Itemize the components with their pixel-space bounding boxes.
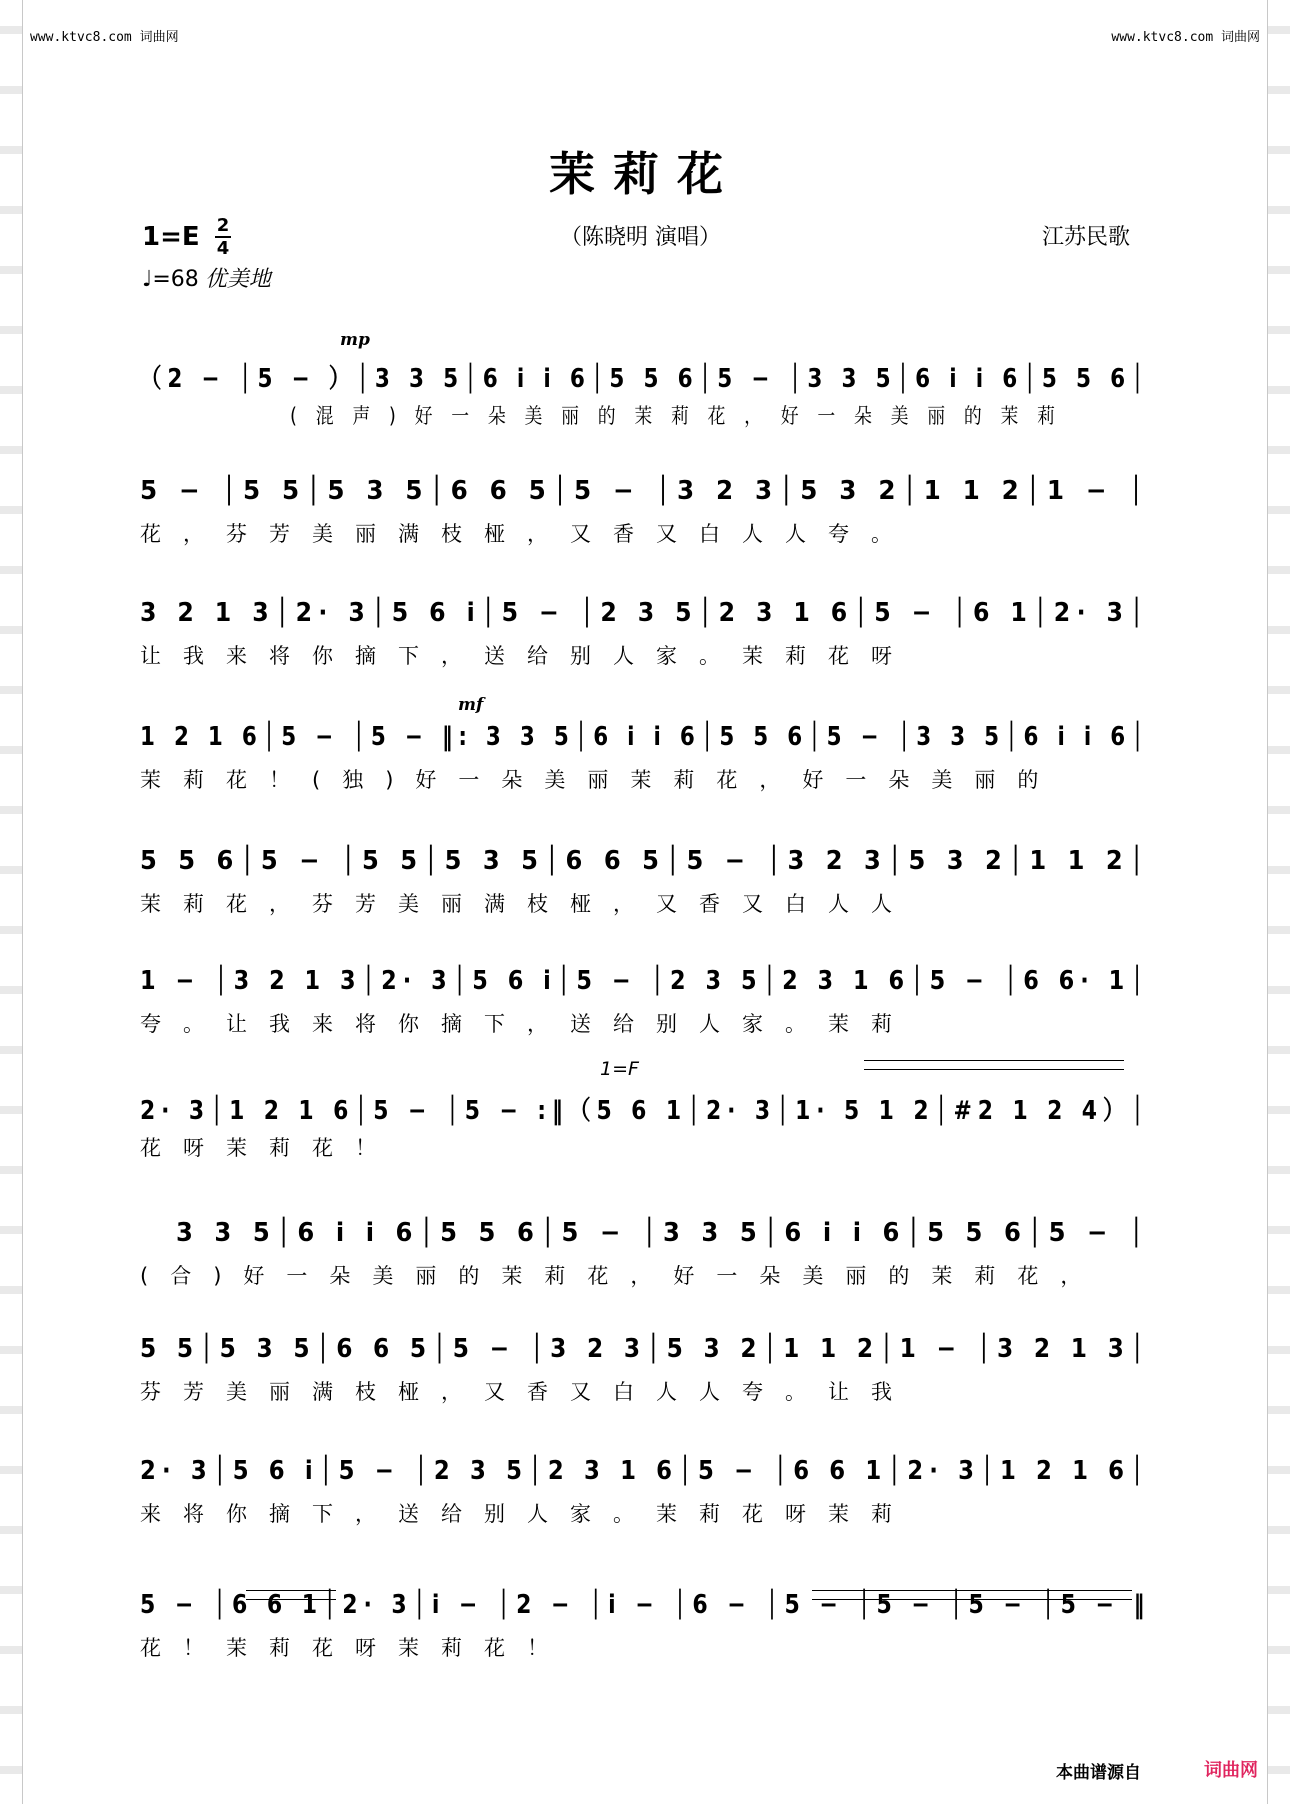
time-signature-numerator: 2 (216, 215, 230, 236)
song-origin: 江苏民歌 (1042, 225, 1131, 250)
notation-line: 3 2 1 3│2· 3│5 6 i│5 − │2 3 5│2 3 1 6│5 − │6 1│2· 3│ (140, 598, 1150, 628)
lyric-line: 花，芬芳美丽满枝桠，又香又白人人夸。 (140, 522, 914, 546)
notation-line: 2· 3│1 2 1 6│5 − │5 − :‖（5 6 1│2· 3│1· 5 1 2│#2 1 2 4）│ (140, 1096, 1150, 1126)
time-signature-denominator: 4 (216, 238, 230, 259)
notation-line: 5 − │6 6 1│2· 3│i − │2 − │i − │6 − │5 − │5 − │5 − │5 − ‖ (140, 1590, 1151, 1620)
tempo-mood: 优美地 (204, 267, 271, 292)
notation-line: （2 − │5 − ）│3 3 5│6 i i 6│5 5 6│5 − │3 3 5│6 i i 6│5 5 6│ (140, 364, 1150, 394)
lyric-line: (合)好一朵美丽的茉莉花，好一朵美丽的茉莉花， (140, 1264, 1104, 1288)
lyric-line: 花呀茉莉花！ (140, 1136, 398, 1160)
notation-line: 5 − │5 5│5 3 5│6 6 5│5 − │3 2 3│5 3 2│1 1 2│1 − │ (140, 476, 1150, 506)
notation-line: 2· 3│5 6 i│5 − │2 3 5│2 3 1 6│5 − │6 6 1│2· 3│1 2 1 6│ (140, 1456, 1151, 1486)
notation-line: 3 3 5│6 i i 6│5 5 6│5 − │3 3 5│6 i i 6│5 5 6│5 − │ (176, 1218, 1151, 1248)
lyric-line: 茉莉花，芬芳美丽满枝桠，又香又白人人 (140, 892, 914, 916)
footer-brand-logo: 词曲网 (1204, 1760, 1258, 1781)
lyric-line: 让我来将你摘下，送给别人家。茉莉花呀 (140, 644, 914, 668)
notation-line: 5 5 6│5 − │5 5│5 3 5│6 6 5│5 − │3 2 3│5 3 2│1 1 2│ (140, 846, 1151, 876)
tempo-marking (142, 262, 271, 293)
key-signature: 1=E (142, 222, 200, 252)
notation-line: 1 − │3 2 1 3│2· 3│5 6 i│5 − │2 3 5│2 3 1 6│5 − │6 6· 1│ (140, 966, 1150, 996)
lyric-line: 夸。让我来将你摘下，送给别人家。茉莉 (140, 1012, 914, 1036)
right-watermark-strip (1267, 0, 1290, 1804)
notation-line: 1 2 1 6│5 − │5 − ‖: 3 3 5│6 i i 6│5 5 6│5 − │3 3 5│6 i i 6│ (140, 722, 1150, 752)
site-watermark-left: www.ktvc8.com 词曲网 (30, 30, 179, 45)
notation-line: 5 5│5 3 5│6 6 5│5 − │3 2 3│5 3 2│1 1 2│1 − │3 2 1 3│ (140, 1334, 1151, 1364)
site-watermark-right: www.ktvc8.com 词曲网 (1111, 30, 1260, 45)
lyric-line: 芬芳美丽满枝桠，又香又白人人夸。让我 (140, 1380, 914, 1404)
singer-credit: （陈晓明 演唱） (560, 225, 721, 250)
time-signature (215, 216, 231, 258)
crescendo-hairpin (864, 1060, 1124, 1070)
lyric-line: 花！茉莉花呀茉莉花！ (140, 1636, 570, 1660)
dynamic-mf: mf (458, 695, 484, 715)
dynamic-mp: mp (340, 330, 370, 350)
tempo-value: ♩=68 (142, 267, 199, 292)
lyric-line: 来将你摘下，送给别人家。茉莉花呀茉莉 (140, 1502, 914, 1526)
footer-source: 本曲谱源自 (1056, 1763, 1141, 1783)
left-watermark-strip (0, 0, 23, 1804)
song-title: 茉莉花 (549, 147, 741, 201)
lyric-line: (混声)好一朵美丽的茉莉花，好一朵美丽的茉莉 (290, 404, 1074, 428)
lyric-line: 茉莉花！(独)好一朵美丽茉莉花，好一朵美丽的 (140, 768, 1061, 792)
key-change: 1=F (600, 1058, 639, 1080)
